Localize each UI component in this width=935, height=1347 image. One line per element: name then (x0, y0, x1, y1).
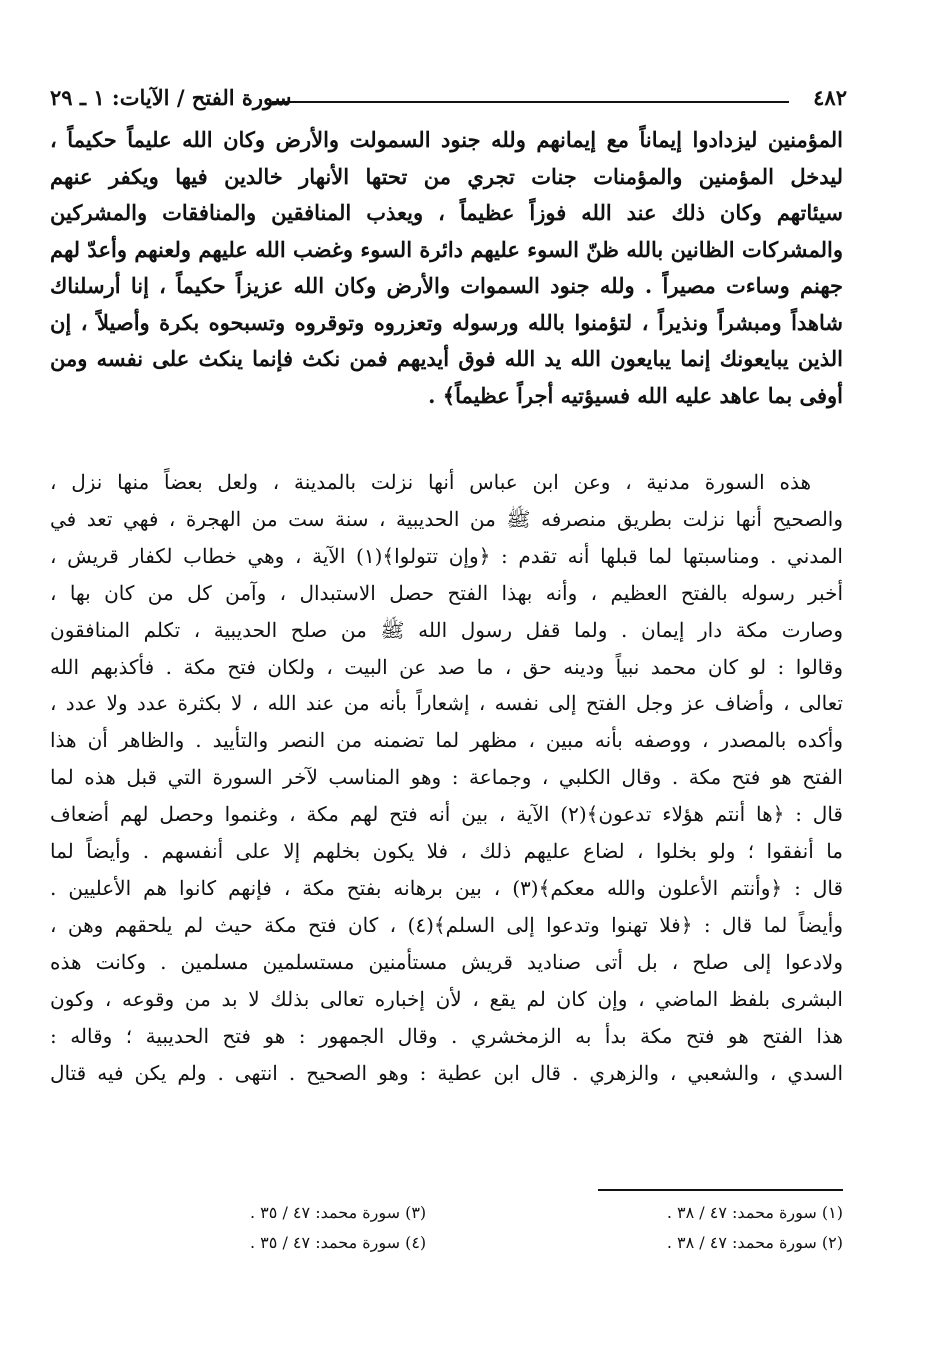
verse-line: جهنم وساءت مصيراً . ولله جنود السموات والأرض وكان الله عزيزاً حكيماً ، إنا أرسلناك (50, 273, 843, 298)
commentary-line: هذا الفتح هو فتح مكة بدأ به الزمخشري . وقال الجمهور : هو فتح الحديبية ؛ وقاله : (50, 1023, 843, 1048)
commentary-line: السدي ، والشعبي ، والزهري . قال ابن عطية : وهو الصحيح . انتهى . ولم يكن فيه قتال (50, 1060, 843, 1085)
footnote-3: (٣) سورة محمد: ٤٧ / ٣٥ . (250, 1203, 427, 1222)
footnote-row (250, 1228, 843, 1258)
verse-line: والمشركات الظانين بالله ظنّ السوء عليهم دائرة السوء وغضب الله عليهم ولعنهم وأعدّ لهم (50, 236, 843, 262)
footnote-4: (٤) سورة محمد: ٤٧ / ٣٥ . (250, 1233, 427, 1252)
verse-line: المؤمنين ليزدادوا إيماناً مع إيمانهم ولله جنود السمولت والأرض وكان الله عليماً حكيماً ، (50, 127, 843, 152)
header-rule (272, 101, 789, 103)
quran-verses (50, 122, 843, 414)
commentary-line: والصحيح أنها نزلت بطريق منصرفه ﷺ من الحديبية ، سنة ست من الهجرة ، فهي تعد في (50, 506, 843, 531)
running-head (50, 82, 847, 116)
footnotes (250, 1198, 843, 1258)
commentary-line: البشرى بلفظ الماضي ، وإن كان لم يقع ، لأن إخباره تعالى بذلك لا بد من وقوعه ، وكون (50, 986, 843, 1011)
page-number: ٤٨٢ (813, 85, 847, 110)
commentary-line: قال : ﴿وأنتم الأعلون والله معكم﴾(٣) ، بين برهانه بفتح مكة ، فإنهم كانوا هم الأعليين . (50, 875, 843, 900)
commentary-line: وأكده بالمصدر ، ووصفه بأنه مبين ، مظهر لما تضمنه من النصر والتأييد . والظاهر أن هذا (50, 728, 843, 753)
verse-line: الذين يبايعونك إنما يبايعون الله يد الله فوق أيديهم فمن نكث فإنما ينكث على نفسه ومن (50, 346, 843, 371)
verse-line: شاهداً ومبشراً ونذيراً ، لتؤمنوا بالله ورسوله وتعزروه وتوقروه وتسبحوه بكرة وأصيلاً ، إن (50, 309, 843, 335)
verse-line: ليدخل المؤمنين والمؤمنات جنات تجري من تحتها الأنهار خالدين فيها ويكفر عنهم (50, 163, 843, 189)
commentary-line: ولادعوا إلى صلح ، بل أتى صناديد قريش مستأمنين مستسلمين مسلمين . وكانت هذه (50, 949, 843, 974)
footnote-row (250, 1198, 843, 1228)
verse-line: سيئاتهم وكان ذلك عند الله فوزاً عظيماً ، ويعذب المنافقين والمنافقات والمشركين (50, 200, 843, 225)
commentary-line: وقالوا : لو كان محمد نبياً ودينه حق ، ما صد عن البيت ، ولكان فتح مكة . فأكذبهم الله (50, 654, 843, 679)
commentary-line: وصارت مكة دار إيمان . ولما قفل رسول الله ﷺ من صلح الحديبية ، تكلم المنافقون (50, 617, 843, 642)
verse-line: أوفى بما عاهد عليه الله فسيؤتيه أجراً عظيماً﴾ . (428, 382, 843, 408)
commentary-line: قال : ﴿ها أنتم هؤلاء تدعون﴾(٢) الآية ، بين أنه فتح لهم مكة ، وغنموا وحصل لهم أضعاف (50, 802, 843, 827)
commentary-line: الفتح هو فتح مكة . وقال الكلبي ، وجماعة : وهو المناسب لآخر السورة التي قبل هذه لما (50, 765, 843, 790)
commentary-text (50, 464, 843, 1091)
commentary-line: ما أنفقوا ؛ ولو بخلوا ، لضاع عليهم ذلك ، فلا يكون بخلهم إلا على أنفسهم . وأيضاً لما (50, 839, 843, 864)
running-title: سورة الفتح / الآيات: ١ ـ ٢٩ (50, 85, 292, 110)
footnote-separator (598, 1189, 843, 1191)
footnote-2: (٢) سورة محمد: ٤٧ / ٣٨ . (666, 1233, 843, 1252)
commentary-line: أخبر رسوله بالفتح العظيم ، وأنه بهذا الفتح حصل الاستبدال ، وآمن كل من كان بها ، (50, 580, 843, 605)
commentary-line: تعالى ، وأضاف عز وجل الفتح إلى نفسه ، إشعاراً بأنه من عند الله ، لا بكثرة عدد ولا عدد ، (50, 691, 843, 716)
commentary-line: المدني . ومناسبتها لما قبلها أنه تقدم : ﴿وإن تتولوا﴾(١) الآية ، وهي خطاب لكفار قريش ، (50, 543, 843, 568)
footnote-1: (١) سورة محمد: ٤٧ / ٣٨ . (666, 1203, 843, 1222)
commentary-line: هذه السورة مدنية ، وعن ابن عباس أنها نزلت بالمدينة ، ولعل بعضاً منها نزل ، (50, 470, 812, 494)
commentary-line: وأيضاً لما قال : ﴿فلا تهنوا وتدعوا إلى السلم﴾(٤) ، كان فتح مكة حيث لم يلحقهم وهن ، (50, 912, 843, 937)
